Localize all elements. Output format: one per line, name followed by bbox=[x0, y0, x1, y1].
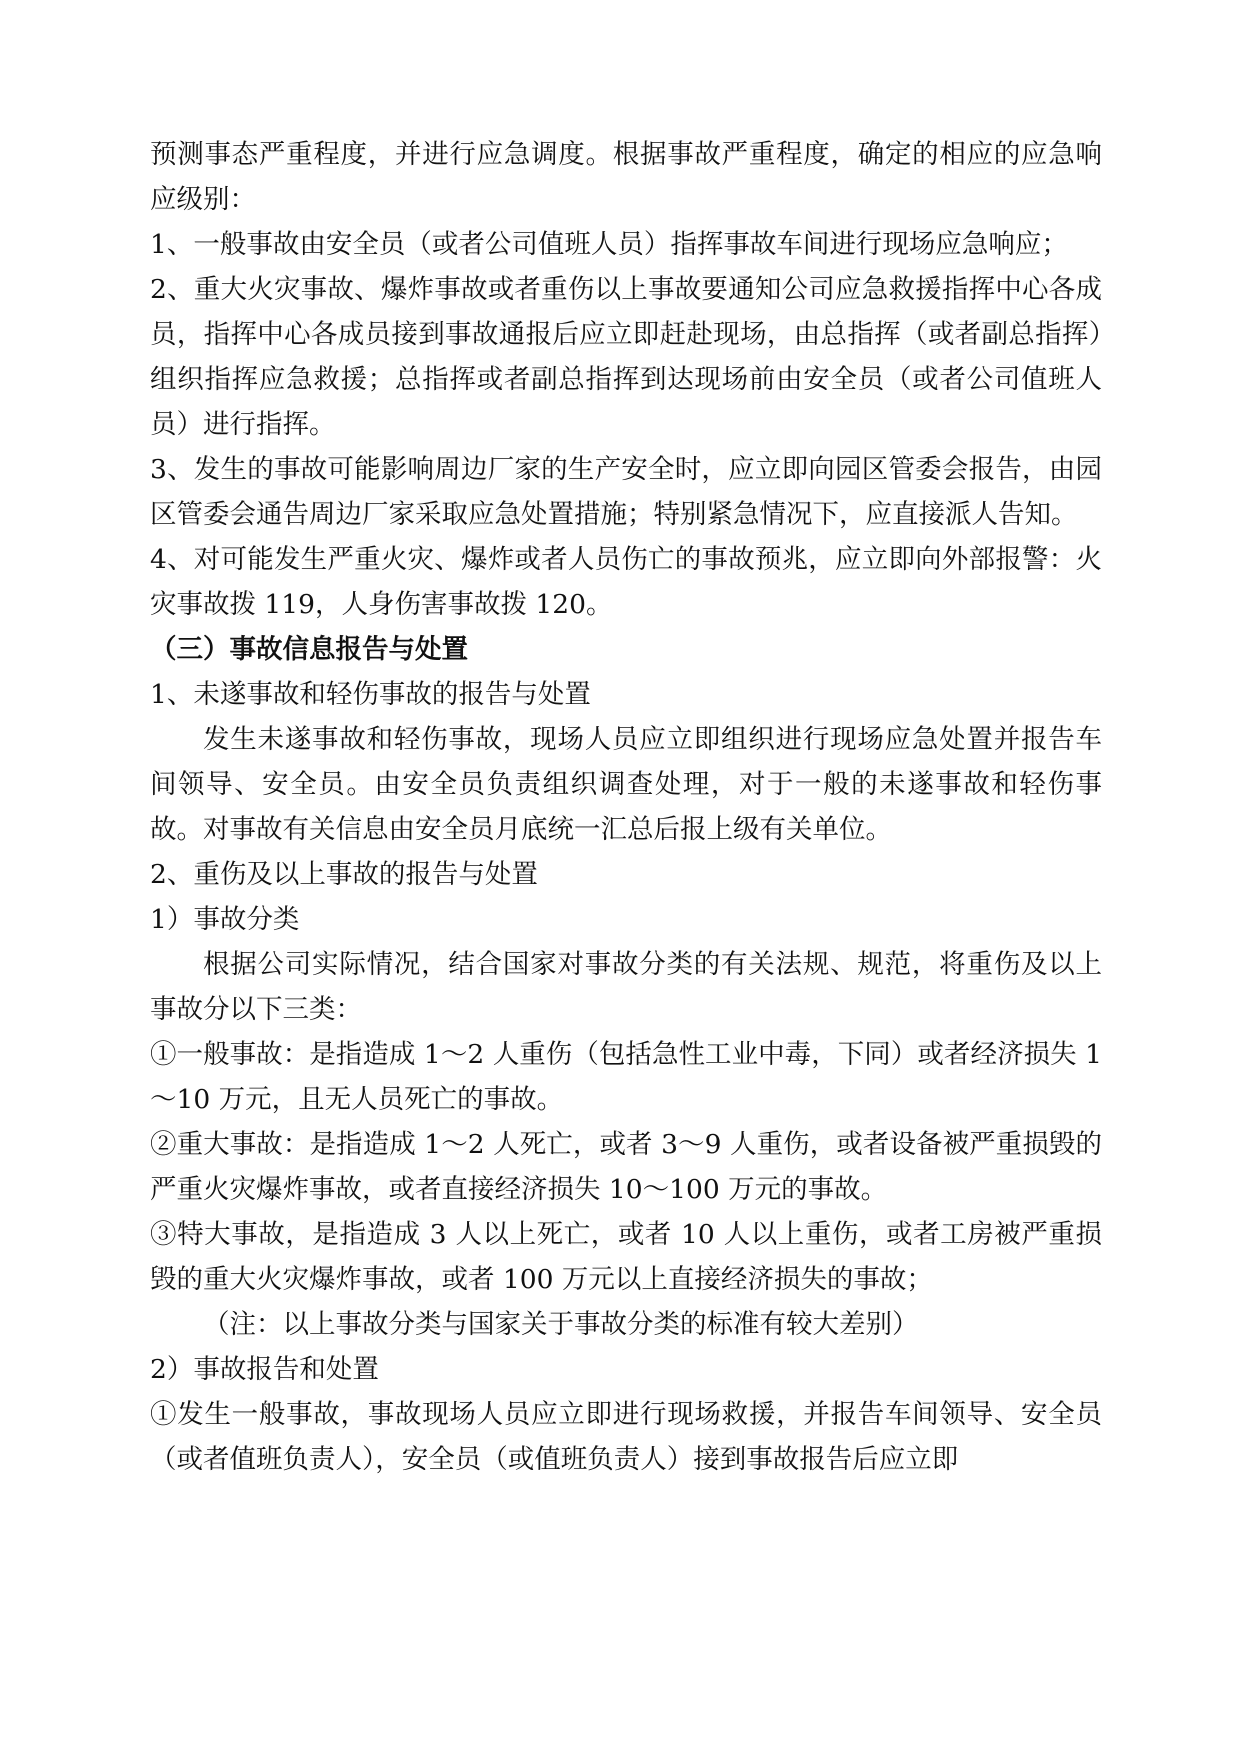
paragraph-item-1-general-accident: 1、一般事故由安全员（或者公司值班人员）指挥事故车间进行现场应急响应； bbox=[150, 229, 1068, 260]
section-heading-report-disposal: （三）事故信息报告与处置 bbox=[150, 634, 468, 665]
paragraph-class-extraordinary: ③特大事故，是指造成 3 人以上死亡，或者 10 人以上重伤，或者工房被严重损毁的重大火灾爆炸事故，或者 100 万元以上直接经济损失的事故； bbox=[150, 1219, 1102, 1295]
document-page bbox=[150, 132, 1102, 1482]
paragraph-item-4-external-alarm: 4、对可能发生严重火灾、爆炸或者人员伤亡的事故预兆，应立即向外部报警：火灾事故拨 119，人身伤害事故拨 120。 bbox=[150, 544, 1102, 620]
paragraph-class-major: ②重大事故：是指造成 1～2 人死亡，或者 3～9 人重伤，或者设备被严重损毁的严重火灾爆炸事故，或者直接经济损失 10～100 万元的事故。 bbox=[150, 1129, 1102, 1205]
paragraph-item-3-neighbor-impact: 3、发生的事故可能影响周边厂家的生产安全时，应立即向园区管委会报告，由园区管委会通告周边厂家采取应急处置措施；特别紧急情况下，应直接派人告知。 bbox=[150, 454, 1102, 530]
subheading-serious-accident: 2、重伤及以上事故的报告与处置 bbox=[150, 859, 538, 890]
paragraph-classification-intro: 根据公司实际情况，结合国家对事故分类的有关法规、规范，将重伤及以上事故分以下三类： bbox=[150, 949, 1102, 1025]
subheading-accident-classification: 1）事故分类 bbox=[150, 904, 300, 935]
subheading-minor-accident: 1、未遂事故和轻伤事故的报告与处置 bbox=[150, 679, 591, 710]
subheading-report-and-disposal: 2）事故报告和处置 bbox=[150, 1354, 379, 1385]
paragraph-classification-note: （注：以上事故分类与国家关于事故分类的标准有较大差别） bbox=[203, 1309, 919, 1340]
paragraph-item-2-major-accident: 2、重大火灾事故、爆炸事故或者重伤以上事故要通知公司应急救援指挥中心各成员，指挥中心各成员接到事故通报后应立即赶赴现场，由总指挥（或者副总指挥）组织指挥应急救援；总指挥或者副总指挥到达现场前由安全员（或者公司值班人员）进行指挥。 bbox=[150, 274, 1102, 440]
paragraph-response-level-intro: 预测事态严重程度，并进行应急调度。根据事故严重程度，确定的相应的应急响应级别： bbox=[150, 139, 1102, 215]
paragraph-minor-accident-body: 发生未遂事故和轻伤事故，现场人员应立即组织进行现场应急处置并报告车间领导、安全员。由安全员负责组织调查处理，对于一般的未遂事故和轻伤事故。对事故有关信息由安全员月底统一汇总后报上级有关单位。 bbox=[150, 724, 1102, 845]
paragraph-class-general: ①一般事故：是指造成 1～2 人重伤（包括急性工业中毒，下同）或者经济损失 1～10 万元，且无人员死亡的事故。 bbox=[150, 1039, 1102, 1115]
paragraph-general-accident-report: ①发生一般事故，事故现场人员应立即进行现场救援，并报告车间领导、安全员（或者值班负责人），安全员（或值班负责人）接到事故报告后应立即 bbox=[150, 1399, 1102, 1475]
